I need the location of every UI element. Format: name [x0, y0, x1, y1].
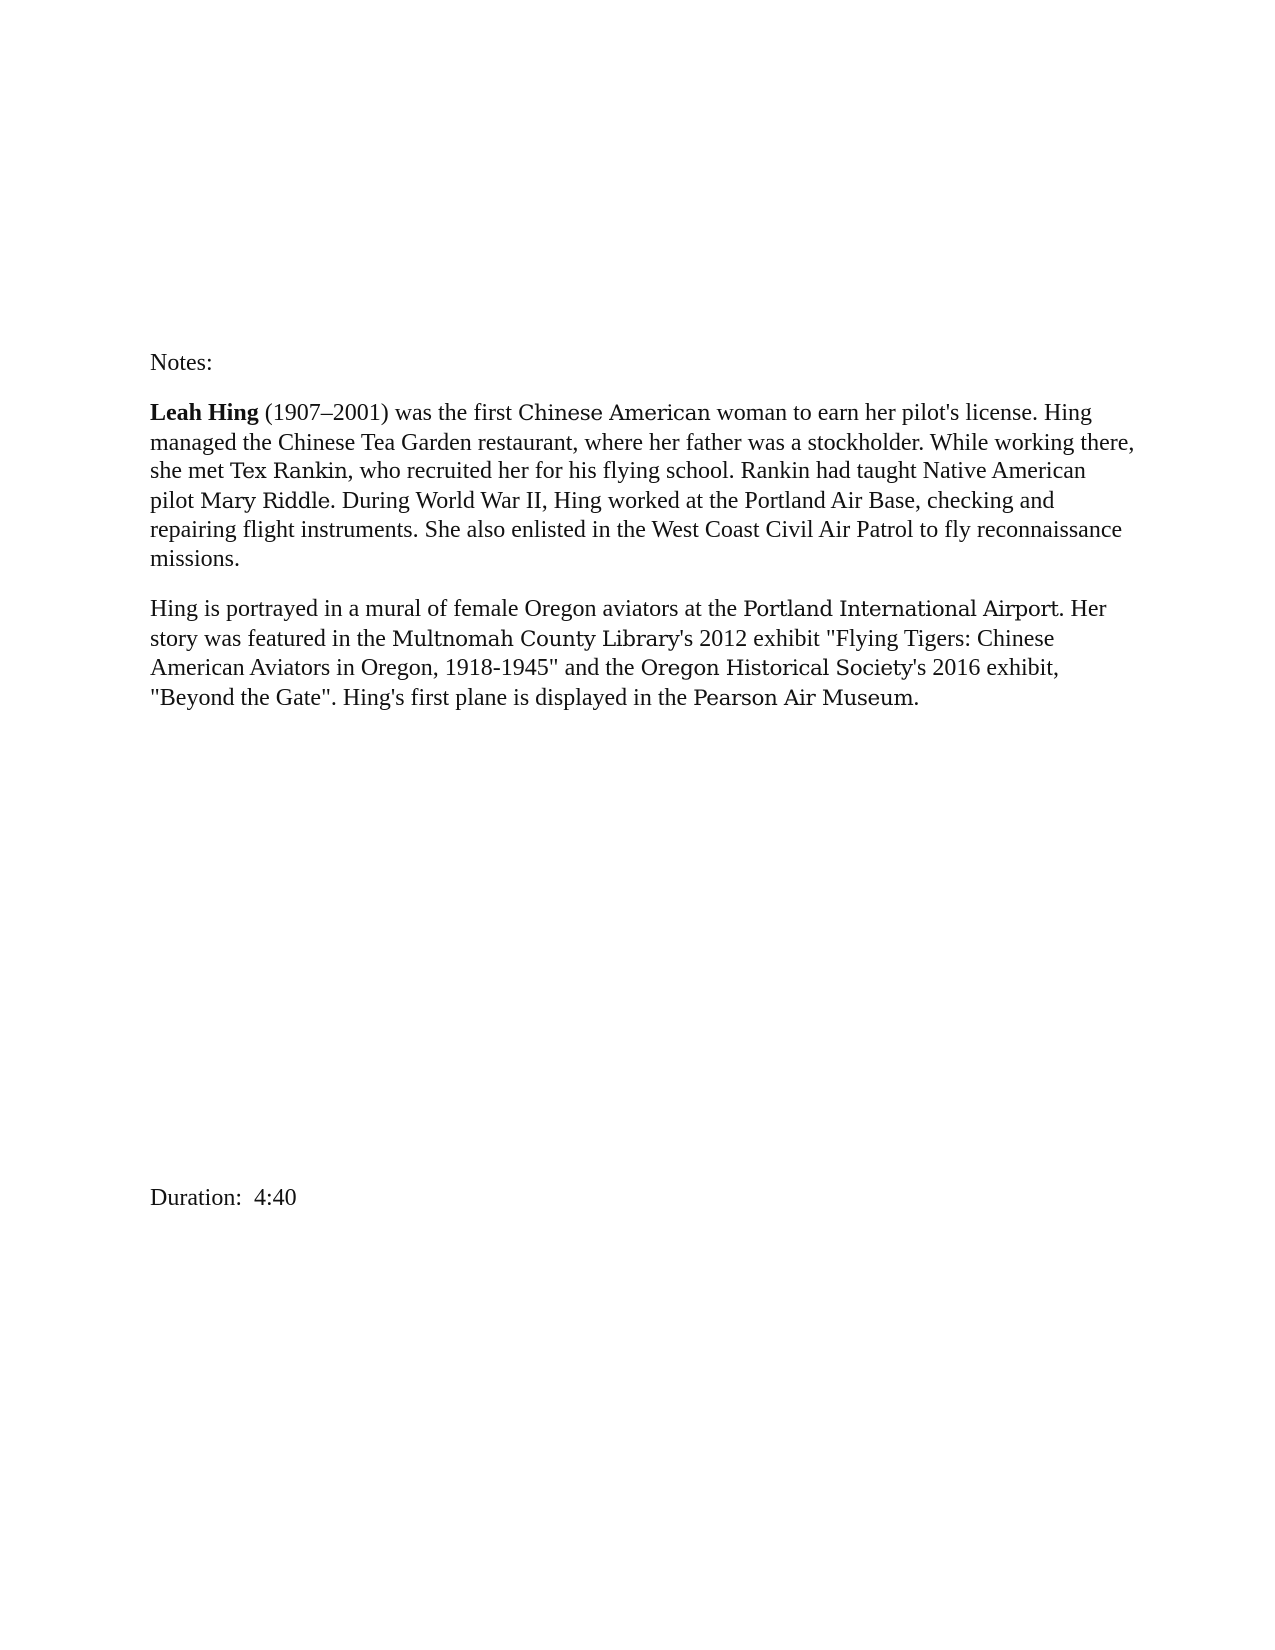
- duration-line: [150, 1184, 297, 1213]
- legacy-text-4: 's 2016 exhibit, "Beyond the Gate". Hing's first plane is displayed in the: [150, 655, 1059, 711]
- legacy-paragraph: [150, 595, 1135, 713]
- link-multnomah-county-library[interactable]: Multnomah County Library: [391, 626, 680, 652]
- legacy-text-5: .: [913, 684, 920, 711]
- bio-text-4: . During World War II, Hing worked at the Portland Air Base, checking and repairing flight instruments. She also enlisted in the West Coast Civil Air Patrol to fly reconnaissance missions.: [150, 487, 1123, 572]
- link-chinese-american[interactable]: Chinese American: [518, 401, 711, 426]
- duration-label: Duration:: [150, 1185, 242, 1211]
- legacy-text-2: . Her story was featured in the: [150, 596, 1107, 652]
- bio-text-2: woman to earn her pilot's license. Hing managed the Chinese Tea Garden restaurant, where her father was a stockholder. While working there, she met: [150, 400, 1135, 485]
- bio-text-3: , who recruited her for his flying school. Rankin had taught Native American pilot: [150, 458, 1086, 514]
- duration-value: 4:40: [253, 1185, 297, 1211]
- notes-heading: Notes:: [150, 350, 213, 376]
- bio-text-1: (1907–2001) was the first: [258, 400, 518, 426]
- link-tex-rankin[interactable]: Tex Rankin: [229, 459, 348, 485]
- link-portland-international-airport[interactable]: Portland International Airport: [743, 597, 1059, 622]
- link-pearson-air-museum[interactable]: Pearson Air Museum: [693, 685, 914, 711]
- link-oregon-historical-society[interactable]: Oregon Historical Society: [640, 656, 913, 682]
- link-mary-riddle[interactable]: Mary Riddle: [200, 488, 330, 514]
- legacy-text-1: Hing is portrayed in a mural of female Oregon aviators at the: [150, 596, 744, 622]
- legacy-text-3: 's 2012 exhibit "Flying Tigers: Chinese American Aviators in Oregon, 1918-1945" and the: [150, 625, 1055, 682]
- bio-paragraph: [150, 399, 1135, 574]
- subject-name: Leah Hing: [150, 400, 259, 426]
